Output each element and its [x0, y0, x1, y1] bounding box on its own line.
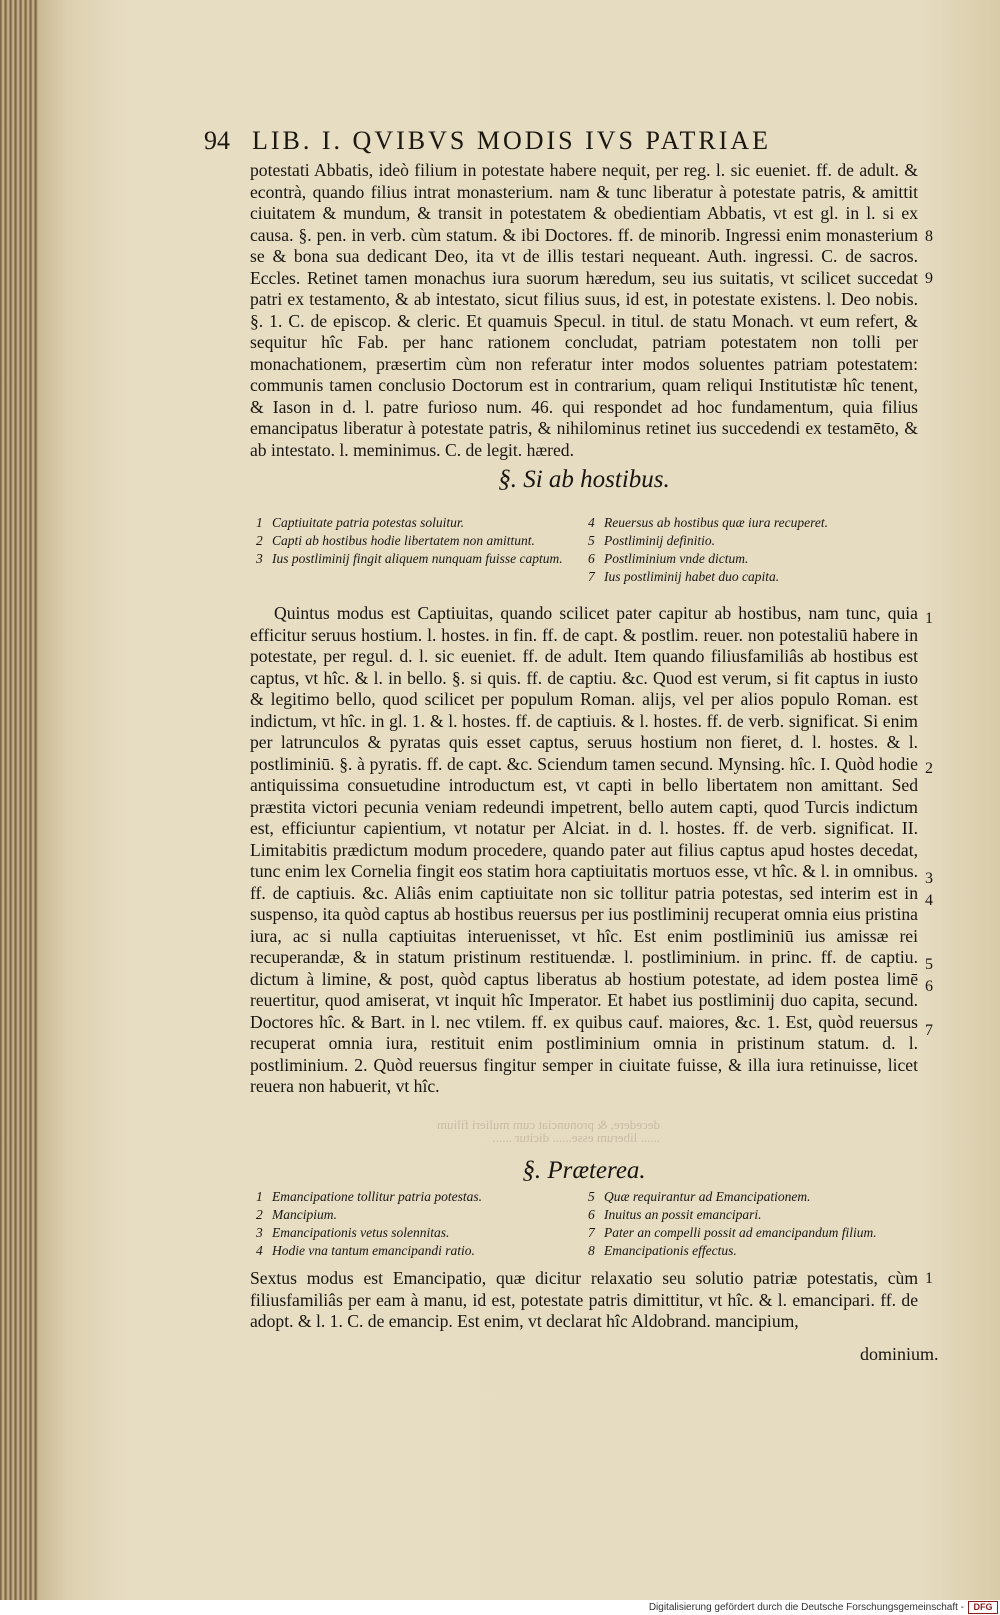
paragraph-text: potestati Abbatis, ideò filium in potestate habere nequit, per reg. l. sic eueniet. ff. de adult. & econtrà, quando filius intrat monasterium. nam & tunc liberatur à potestate patris, & amittit ciuitatem & mundum, & transit in potestatem & obedientiam Abbatis, vt est gl. in l. si ex causa. §. pen. in verb. cùm statum. & ibi Doctores. ff. de minorib. Ingressi enim monasterium se & bona sua dedicant Deo, ita vt de illis testari nequeant. Auth. ingressi. C. de sacros. Eccles. Retinet tamen monachus iura suorum hæredum, seu ius suitatis, vt scilicet succedat patri ex testamento, & ab intestato, sicut filius suus, id est, in potestate existens. l. Deo nobis. §. 1. C. de episcop. & cleric. Et quamuis Specul. in titul. de statu Monach. vt eum refert, & sequitur hîc Fab. per hanc rationem concludat, patriam potestatem non tolli per monachationem, præsertim cùm non referatur inter modos soluentes patriam potestatem: communis tamen conclusio Doctorum est in contrarium, quam reliqui Institutistæ hîc tenent, & Iason in d. l. patre furioso num. 46. qui respondet ad hoc fundamentum, quia filius emancipatus liberatur à potestate patris, & nihilominus retinet ius succedendi ex testamēto, & ab intestato. l. meminimus. C. de legit. hæred. [250, 160, 918, 460]
running-head [204, 126, 864, 160]
summary-column-left [256, 1188, 576, 1260]
section-heading-si-ab-hostibus: §. Si ab hostibus. [498, 466, 670, 493]
summary-item-text: Quæ requirantur ad Emancipationem. [604, 1189, 811, 1204]
summary-item [588, 1242, 908, 1260]
book-edge [0, 0, 38, 1615]
summary-item [256, 550, 576, 568]
summary-item [256, 532, 576, 550]
paragraph-sextus-modus [250, 1268, 918, 1363]
summary-item-text: Postliminij definitio. [604, 533, 715, 548]
summary-item [256, 1206, 576, 1224]
summary-item-text: Inuitus an possit emancipari. [604, 1207, 762, 1222]
summary-item [588, 568, 908, 586]
summary-item-text: Capti ab hostibus hodie libertatem non amittunt. [272, 533, 535, 548]
paragraph-continuation [250, 160, 918, 460]
summary-item-number: 5 [588, 533, 595, 548]
summary-item-text: Postliminium vnde dictum. [604, 551, 749, 566]
summary-item-number: 1 [256, 515, 263, 530]
margin-number: 1 [925, 610, 933, 627]
summary-item-number: 4 [588, 515, 595, 530]
margin-number: 4 [925, 892, 933, 909]
footer-credit: Digitalisierung gefördert durch die Deutsche Forschungsgemeinschaft - [648, 1602, 964, 1613]
running-title: LIB. I. QVIBVS MODIS IVS PATRIAE [252, 126, 772, 155]
summary-item [588, 514, 908, 532]
summary-column-right [588, 1188, 908, 1260]
summary-item [588, 550, 908, 568]
summary-item-number: 7 [588, 569, 595, 584]
paragraph-text: Quintus modus est Captiuitas, quando scilicet pater capitur ab hostibus, nam tunc, quia efficitur seruus hostium. l. hostes. in fin. ff. de capt. & postlim. reuer. non potestaliū habere in potestate, per regul. d. l. sic eueniet. ff. de adult. Item quando filiusfamiliâs ab hostibus est captus, vt hîc. & l. in bello. §. si quis. ff. de captiu. &c. Quod est verum, si fit captus in iusto & legitimo bello, quod scilicet per populum Roman. alijs, vel per alios populo Roman. est indictum, vt hîc. in gl. 1. & l. hostes. ff. de captiuis. & l. hostes. ff. de verb. significat. Si enim per latrunculos & pyratas quis esset captus, seruus hostium non fieret, d. l. hostes. & l. postliminiū. §. à pyratis. ff. de capt. &c. Sciendum tamen secund. Mynsing. hîc. I. Quòd hodie antiquissima consuetudine introductum est, vt capti in bello libertatem non amittant. Sed præstita victori pecunia veniam redeundi impetrent, bello autem capti, quod Turcis indictum est, efficiuntur capientium, vt notatur per Alciat. in d. l. hostes. ff. de verb. significat. II. Limitabitis prædictum modum procedere, quando pater aut filius captus apud hostes decedat, tunc enim lex Cornelia fingit eos statim hora captiuitatis mortuos esse, vt hîc. & l. in omnibus. ff. de captiuis. &c. Aliâs enim captiuitate non sic tollitur patria potestas, sed interim est in suspenso, ita quòd captus ab hostibus reuersus per ius postliminij recuperat omnia eius pristina iura, ac si nulla captiuitas interuenisset, vt hîc. Est enim postliminiū ius amissæ rei recuperandæ, & in statum pristinum restituendæ. l. postliminium. in princ. ff. de captiu. dictum à limine, & post, quòd captus liberatus ab hostium potestate, ad idem postea limē reuertitur, quod amiserat, vt inquit hîc Imperator. Et habet ius postliminij duo capita, secund. Doctores hîc. & Bart. in l. nec vtilem. ff. ex quibus cauf. maiores, &c. 1. Est, quòd reuersus recuperat omnia iura, restituit enim postliminium omnia in pristinum statum. d. l. postliminium. 2. Quòd reuersus fingitur semper in ciuitate fuisse, & illa iura retinuisse, licet reuera non habuerit, vt hîc. [250, 603, 918, 1096]
catchword: dominium. [860, 1344, 939, 1364]
summary-item-number: 4 [256, 1243, 263, 1258]
summary-item [588, 532, 908, 550]
summary-item-text: Pater an compelli possit ad emancipandum filium. [604, 1225, 877, 1240]
summary-item-number: 3 [256, 551, 263, 566]
summary-item [256, 514, 576, 532]
summary-item-number: 8 [588, 1243, 595, 1258]
dfg-logo: DFG [968, 1601, 998, 1614]
summary-item-text: Emancipationis vetus solennitas. [272, 1225, 450, 1240]
summary-item [256, 1242, 576, 1260]
summary-item-text: Emancipatione tollitur patria potestas. [272, 1189, 482, 1204]
margin-number: 3 [925, 870, 933, 887]
summary-si-ab-hostibus [256, 514, 908, 594]
margin-number: 9 [925, 270, 933, 287]
summary-item-number: 1 [256, 1189, 263, 1204]
summary-item [588, 1188, 908, 1206]
paragraph-text: Sextus modus est Emancipatio, quæ dicitur relaxatio seu solutio patriæ potestatis, cùm filiusfamiliâs per eam à manu, id est, potestate patris dimittitur, vt hîc. & l. emancipari. ff. de adopt. & l. 1. C. de emancip. Est enim, vt declarat hîc Aldobrand. mancipium, [250, 1268, 918, 1331]
section-heading-praeterea: §. Præterea. [522, 1157, 646, 1184]
paragraph-quintus-modus [250, 603, 918, 1133]
summary-item-text: Ius postliminij habet duo capita. [604, 569, 780, 584]
summary-item-text: Hodie vna tantum emancipandi ratio. [272, 1243, 475, 1258]
margin-number: 2 [925, 760, 933, 777]
summary-item-text: Ius postliminij fingit aliquem nunquam fuisse captum. [272, 551, 563, 566]
summary-item-number: 2 [256, 533, 263, 548]
margin-number: 1 [925, 1270, 933, 1287]
summary-item-number: 7 [588, 1225, 595, 1240]
margin-number: 6 [925, 978, 933, 995]
summary-item [588, 1224, 908, 1242]
summary-praeterea [256, 1188, 908, 1264]
margin-number: 7 [925, 1022, 933, 1039]
summary-item-text: Emancipationis effectus. [604, 1243, 737, 1258]
summary-item-number: 3 [256, 1225, 263, 1240]
summary-item-text: Mancipium. [272, 1207, 337, 1222]
summary-item [256, 1188, 576, 1206]
summary-item [588, 1206, 908, 1224]
summary-item-number: 6 [588, 551, 595, 566]
summary-item-number: 5 [588, 1189, 595, 1204]
margin-number: 5 [925, 956, 933, 973]
summary-column-right [588, 514, 908, 586]
summary-item-number: 6 [588, 1207, 595, 1222]
summary-item-text: Captiuitate patria potestas soluitur. [272, 515, 465, 530]
summary-column-left [256, 514, 576, 568]
page-number: 94 [204, 126, 230, 155]
summary-item [256, 1224, 576, 1242]
ink-show-through: decedere, & pronunciat cum mulieri filium ...... liberum esse...... dicitur ...... [436, 1118, 660, 1145]
margin-number: 8 [925, 228, 933, 245]
summary-item-number: 2 [256, 1207, 263, 1222]
summary-item-text: Reuersus ab hostibus quæ iura recuperet. [604, 515, 828, 530]
